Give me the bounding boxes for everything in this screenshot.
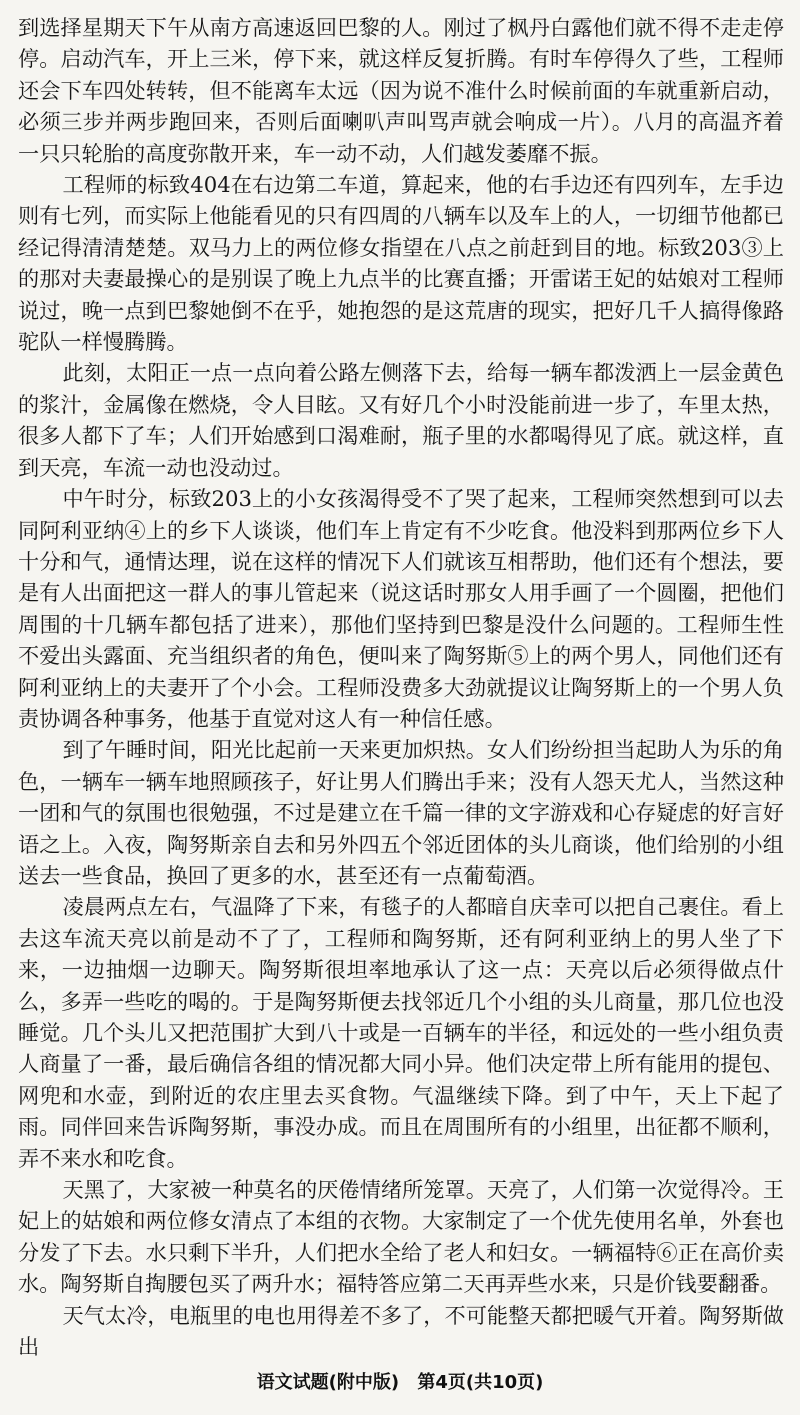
paragraph-7: 天黑了，大家被一种莫名的厌倦情绪所笼罩。天亮了，人们第一次觉得冷。王妃上的姑娘和两位修女清点了本组的衣物。大家制定了一个优先使用名单，外套也分发了下去。水只剩下半升，人们把水全给了老人和妇女。一辆福特⑥正在高价卖水。陶努斯自掏腰包买了两升水；福特答应第二天再弄些水来，只是价钱要翻番。	[18, 1177, 784, 1297]
page-number: 第4页(共10页)	[417, 1372, 544, 1393]
article-body	[18, 12, 784, 1362]
paragraph-8: 天气太冷，电瓶里的电也用得差不多了，不可能整天都把暖气开着。陶努斯做出	[18, 1302, 784, 1360]
paragraph-3: 此刻，太阳正一点一点向着公路左侧落下去，给每一辆车都泼洒上一层金黄色的浆汁，金属像在燃烧，令人目眩。又有好几个小时没能前进一步了，车里太热，很多人都下了车；人们开始感到口渴难耐，瓶子里的水都喝得见了底。就这样，直到天亮，车流一动也没动过。	[18, 360, 784, 480]
paragraph-1: 到选择星期天下午从南方高速返回巴黎的人。刚过了枫丹白露他们就不得不走走停停。启动汽车，开上三米，停下来，就这样反复折腾。有时车停得久了些，工程师还会下车四处转转，但不能离车太远（因为说不准什么时候前面的车就重新启动，必须三步并两步跑回来，否则后面喇叭声叫骂声就会响成一片）。八月的高温齐着一只只轮胎的高度弥散开来，车一动不动，人们越发萎靡不振。	[18, 15, 784, 166]
paragraph-2: 工程师的标致404在右边第二车道，算起来，他的右手边还有四列车，左手边则有七列，而实际上他能看见的只有四周的八辆车以及车上的人，一切细节他都已经记得清清楚楚。双马力上的两位修女指望在八点之前赶到目的地。标致203③上的那对夫妻最操心的是别误了晚上九点半的比赛直播；开雷诺王妃的姑娘对工程师说过，晚一点到巴黎她倒不在乎，她抱怨的是这荒唐的现实，把好几千人搞得像路驼队一样慢腾腾。	[18, 172, 784, 355]
paragraph-6: 凌晨两点左右，气温降了下来，有毯子的人都暗自庆幸可以把自己裹住。看上去这车流天亮以前是动不了了，工程师和陶努斯，还有阿利亚纳上的男人坐了下来，一边抽烟一边聊天。陶努斯很坦率地承认了这一点：天亮以后必须得做点什么，多弄一些吃的喝的。于是陶努斯便去找邻近几个小组的头儿商量，那几位也没睡觉。几个头儿又把范围扩大到八十或是一百辆车的半径，和远处的一些小组负责人商量了一番，最后确信各组的情况都大同小异。他们决定带上所有能用的提包、网兜和水壶，到附近的农庄里去买食物。气温继续下降。到了中午，天上下起了雨。同伴回来告诉陶努斯，事没办成。而且在周围所有的小组里，出征都不顺利，弄不来水和吃食。	[18, 894, 784, 1171]
exam-title: 语文试题(附中版)	[256, 1372, 400, 1393]
paragraph-5: 到了午睡时间，阳光比起前一天来更加炽热。女人们纷纷担当起助人为乐的角色，一辆车一辆车地照顾孩子，好让男人们腾出手来；没有人怨天尤人，当然这种一团和气的氛围也很勉强，不过是建立在千篇一律的文字游戏和心存疑虑的好言好语之上。入夜，陶努斯亲自去和另外四五个邻近团体的头儿商谈，他们给别的小组送去一些食品，换回了更多的水，甚至还有一点葡萄酒。	[18, 737, 784, 888]
paragraph-4: 中午时分，标致203上的小女孩渴得受不了哭了起来，工程师突然想到可以去同阿利亚纳④上的乡下人谈谈，他们车上肯定有不少吃食。他没料到那两位乡下人十分和气，通情达理，说在这样的情况下人们就该互相帮助，他们还有个想法，要是有人出面把这一群人的事儿管起来（说这话时那女人用手画了一个圆圈，把他们周围的十几辆车都包括了进来），那他们坚持到巴黎是没什么问题的。工程师生性不爱出头露面、充当组织者的角色，便叫来了陶努斯⑤上的两个男人，同他们还有阿利亚纳上的夫妻开了个小会。工程师没费多大劲就提议让陶努斯上的一个男人负责协调各种事务，他基于直觉对这人有一种信任感。	[18, 486, 784, 731]
page-footer	[0, 1368, 800, 1394]
